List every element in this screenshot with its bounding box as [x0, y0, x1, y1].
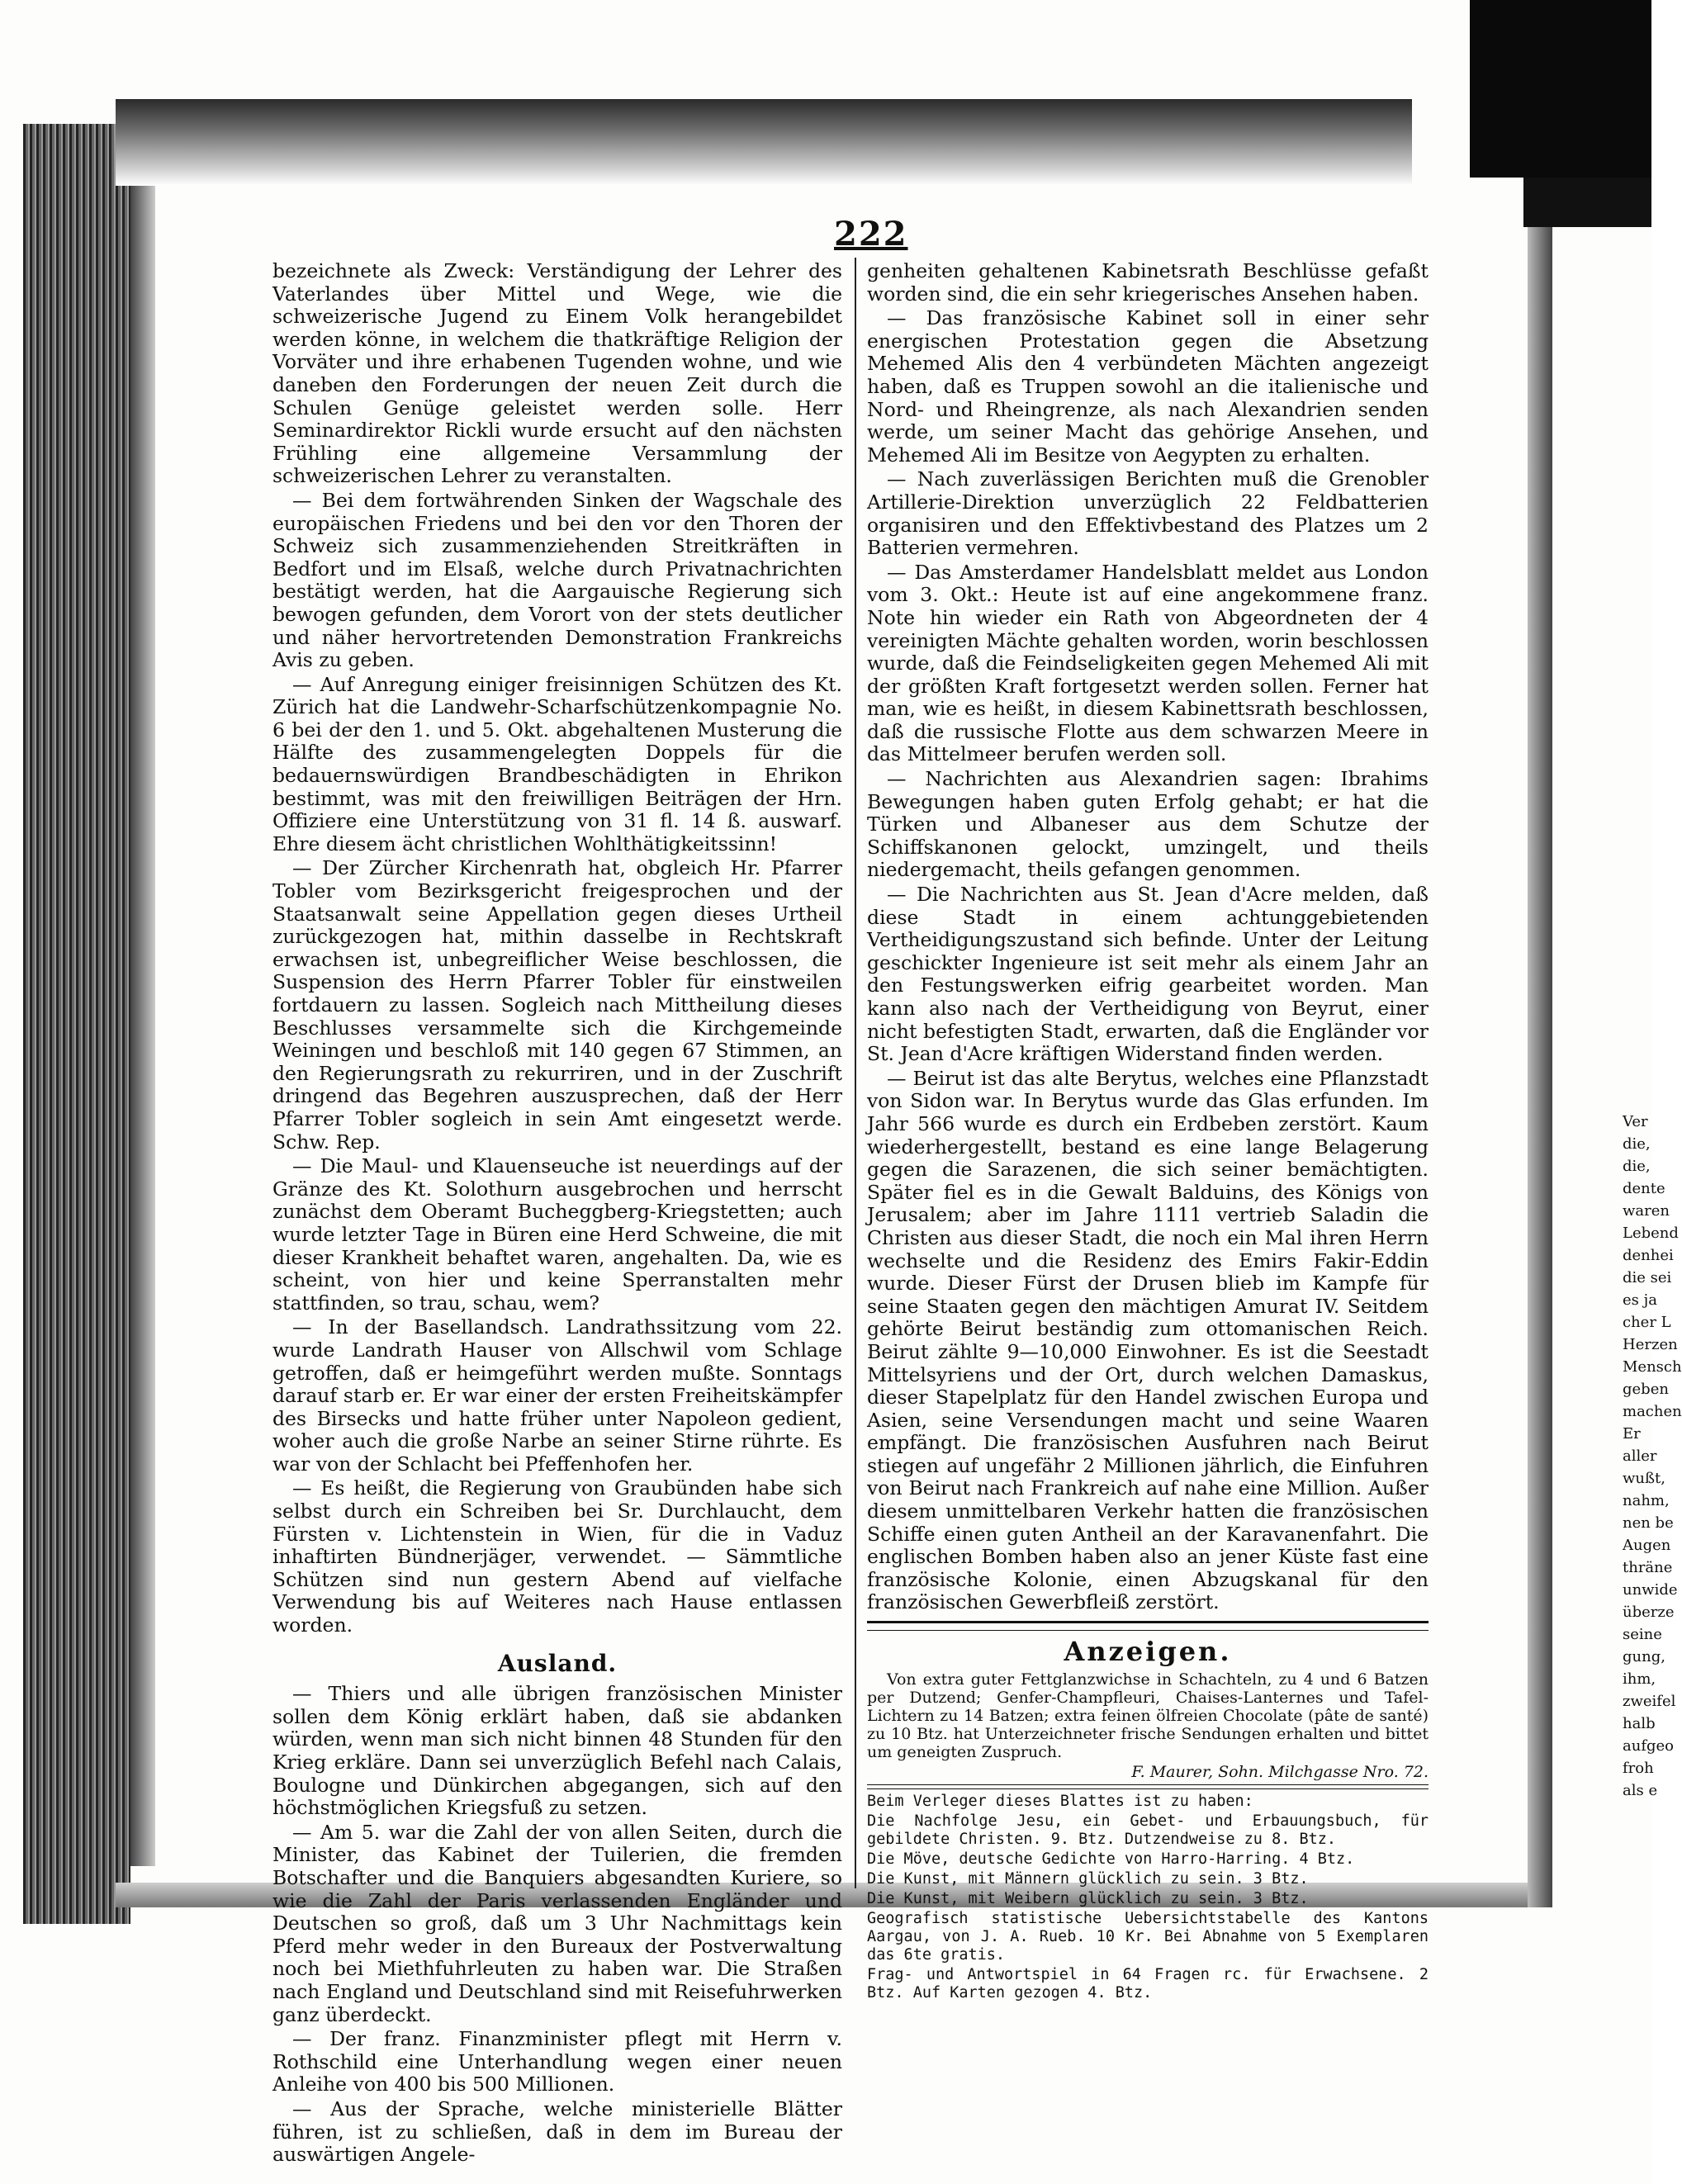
paragraph: — Nachrichten aus Alexandrien sagen: Ibrahims Bewegungen haben guten Erfolg gehabt; er hat die Türken und Albaneser aus dem Schutze der Schiffskanonen gelockt, umzingelt, und theils niedergemacht, theils gefangen genommen.	[867, 767, 1429, 882]
paragraph: — Die Nachrichten aus St. Jean d'Acre melden, daß diese Stadt in einem achtunggebietenden Vertheidigungszustand sich befinde. Unter der Leitung geschickter Ingenieure ist seit mehr als einem Jahr an den Festungswerken eifrig gearbeitet worden. Man kann also nach der Vertheidigung von Beyrut, einer nicht befestigten Stadt, erwarten, daß die Engländer vor St. Jean d'Acre kräftigen Widerstand finden werden.	[867, 883, 1429, 1066]
margin-fragment: halb	[1623, 1715, 1656, 1732]
paragraph: — Bei dem fortwährenden Sinken der Wagschale des europäischen Friedens und bei den vor den Thoren der Schweiz sich zusammenziehenden Streitkräften in Bedfort und im Elsaß, welche durch Privatnachrichten bestätigt werden, hat die Aargauische Regierung sich bewogen gefunden, dem Vorort von der stets deutlicher und näher hervortretenden Demonstration Frankreichs Avis zu geben.	[272, 488, 842, 672]
paragraph: — Das Amsterdamer Handelsblatt meldet aus London vom 3. Okt.: Heute ist auf eine angekommene franz. Note hin wieder ein Rath von Abgeordneten der 4 vereinigten Mächte gehalten worden, worin beschlossen wurde, daß die Feindseligkeiten gegen Mehemed Ali mit der größten Kraft fortgesetzt werden sollen. Ferner hat man, wie es heißt, in diesem Kabinettsrath beschlossen, daß die russische Flotte aus dem schwarzen Meere in das Mittelmeer berufen werden soll.	[867, 560, 1429, 766]
paragraph: — Am 5. war die Zahl der von allen Seiten, durch die Minister, das Kabinet der Tuilerien, die fremden Botschafter und die Banquiers abgesandten Kuriere, so wie die Zahl der Paris verlassenden Engländer und Deutschen so groß, daß um 3 Uhr Nachmittags kein Pferd mehr weder in den Bureaux der Postverwaltung noch bei Miethfuhrleuten zu haben war. Die Straßen nach England und Deutschland sind mit Reisefuhrwerken ganz überdeckt.	[272, 1820, 842, 2026]
book-top-shadow	[116, 99, 1412, 186]
advertisement-text: Von extra guter Fettglanzwichse in Schachteln, zu 4 und 6 Batzen per Dutzend; Genfer-Champfleuri, Chaises-Lanternes und Tafel-Lichtern zu 14 Batzen; extra feinen ölfreien Chocolate (pâte de santé) zu 10 Btz. hat Unterzeichneter frische Sendungen erhalten und bittet um geneigten Zuspruch.	[867, 1670, 1429, 1761]
margin-fragment: die,	[1623, 1158, 1651, 1175]
left-column	[272, 260, 842, 2168]
margin-fragment: Ver	[1623, 1113, 1648, 1130]
ad-rule-thin	[867, 1788, 1429, 1789]
paragraph: — Es heißt, die Regierung von Graubünden habe sich selbst durch ein Schreiben bei Sr. Durchlaucht, dem Fürsten v. Lichtenstein in Wien, für die in Vaduz inhaftirten Bündnerjäger, verwendet. — Sämmtliche Schützen sind nun gestern Abend auf vielfache Verwendung bis auf Weiteres nach Hause entlassen worden.	[272, 1476, 842, 1637]
margin-fragment: thräne	[1623, 1559, 1673, 1576]
section-rule-thin	[867, 1630, 1429, 1631]
publisher-intro: Beim Verleger dieses Blattes ist zu haben:	[867, 1792, 1253, 1810]
margin-fragment: Mensch	[1623, 1358, 1682, 1376]
margin-fragment: Augen	[1623, 1537, 1671, 1554]
margin-fragment: es ja	[1623, 1291, 1657, 1309]
margin-fragment: ihm,	[1623, 1670, 1656, 1688]
paragraph: — Das französische Kabinet soll in einer sehr energischen Protestation gegen die Absetzung Mehemed Alis den 4 verbündeten Mächten angezeigt haben, daß es Truppen sowohl an die italienische und Nord- und Rheingrenze, als nach Alexandrien senden werde, um seiner Macht das gehörige Ansehen, und Mehemed Ali im Besitze von Aegypten zu erhalten.	[867, 306, 1429, 467]
margin-fragment: Lebend	[1623, 1225, 1679, 1242]
paragraph: — Der Zürcher Kirchenrath hat, obgleich Hr. Pfarrer Tobler vom Bezirksgericht freigesprochen und der Staatsanwalt seine Appellation gegen dieses Urtheil zurückgezogen hat, mithin dasselbe in Rechtskraft erwachsen ist, unbegreiflicher Weise beschlossen, die Suspension des Herrn Pfarrer Tobler für einstweilen fortdauern zu lassen. Sogleich nach Mittheilung dieses Beschlusses versammelte sich die Kirchgemeinde Weiningen und beschloß mit 140 gegen 67 Stimmen, an den Regierungsrath zu rekurriren, und in der Zuschrift dringend das Begehren auszusprechen, daß der Herr Pfarrer Tobler sogleich in sein Amt eingesetzt werde. Schw. Rep.	[272, 856, 842, 1154]
margin-fragment: geben	[1623, 1381, 1669, 1398]
paragraph: — Die Maul- und Klauenseuche ist neuerdings auf der Gränze des Kt. Solothurn ausgebrochen und herrscht zunächst dem Oberamt Bucheggberg-Kriegstetten; auch wurde letzter Tage in Büren eine Herd Schweine, die mit dieser Krankheit behaftet waren, angehalten. Da, wie es scheint, von hier und keine Sperranstalten mehr stattfinden, so trau, schau, wem?	[272, 1154, 842, 1315]
paragraph: — Thiers und alle übrigen französischen Minister sollen dem König erklärt haben, daß sie abdanken würden, wenn man sich nicht binnen 48 Stunden für den Krieg erkläre. Dann sei unverzüglich Befehl nach Calais, Boulogne und Dünkirchen abgegangen, sich auf den höchstmöglichen Kriegsfuß zu setzen.	[272, 1682, 842, 1820]
margin-fragment: Er	[1623, 1425, 1641, 1443]
margin-fragment: aufgeo	[1623, 1737, 1674, 1755]
margin-fragment: Herzen	[1623, 1336, 1678, 1353]
ad-rule	[867, 1784, 1429, 1785]
column-divider	[855, 258, 856, 1888]
section-heading-anzeigen: Anzeigen.	[1064, 1636, 1232, 1668]
margin-fragment: als e	[1623, 1782, 1658, 1799]
margin-fragment: waren	[1623, 1202, 1670, 1220]
book-right-edge	[1528, 149, 1552, 1907]
margin-fragment: machen	[1623, 1403, 1682, 1420]
scan-black-corner-lower	[1523, 178, 1651, 227]
paragraph: genheiten gehaltenen Kabinetsrath Beschlüsse gefaßt worden sind, die ein sehr kriegerisches Ansehen haben.	[867, 259, 1429, 306]
margin-fragment: die,	[1623, 1135, 1651, 1153]
adjacent-page-fragments	[1623, 1111, 1682, 1802]
margin-fragment: froh	[1623, 1760, 1654, 1777]
margin-fragment: gung,	[1623, 1648, 1665, 1665]
paragraph: — Beirut ist das alte Berytus, welches eine Pflanzstadt von Sidon war. In Berytus wurde das Glas erfunden. Im Jahr 566 wurde es durch ein Erdbeben zerstört. Kaum wiederhergestellt, bestand es eine lange Belagerung gegen die Sarazenen, die sich seiner bemächtigten. Später fiel es in die Gewalt Balduins, des Königs von Jerusalem; aber im Jahre 1111 vertrieb Saladin die Christen aus dieser Stadt, die noch ein Mal ihren Herrn wechselte und die Residenz des Emirs Fakir-Eddin wurde. Dieser Fürst der Drusen blieb im Kampfe für seine Staaten gegen den mächtigen Amurat IV. Seitdem gehörte Beirut beständig zum ottomanischen Reich. Beirut zählte 9—10,000 Einwohner. Es ist die Seestadt Mittelsyriens und der Ort, durch welchen Damaskus, dieser Stapelplatz für den Handel zwischen Europa und Asien, seine Versendungen macht und seine Waaren empfängt. Die französischen Ausfuhren nach Beirut stiegen auf ungefähr 2 Millionen jährlich, die Einfuhren von Beirut nach Frankreich auf nahe eine Million. Außer diesem unmittelbaren Verkehr hatten die französischen Schiffe einen guten Antheil an der Karavanenfahrt. Die englischen Bomben haben also an jener Küste fast eine französische Kolonie, einen Abzugskanal für den französischen Gewerbfleiß zerstört.	[867, 1066, 1429, 1614]
paragraph: — Aus der Sprache, welche ministerielle Blätter führen, ist zu schließen, daß in dem im Bureau der auswärtigen Angele-	[272, 2096, 842, 2167]
book-page-stack-left	[23, 124, 130, 1924]
paragraph: — Nach zuverlässigen Berichten muß die Grenobler Artillerie-Direktion unverzüglich 22 Feldbatterien organisiren und den Effektivbestand des Platzes um 2 Batterien vermehren.	[867, 467, 1429, 560]
margin-fragment: cher L	[1623, 1314, 1671, 1331]
paragraph: — Der franz. Finanzminister pflegt mit Herrn v. Rothschild eine Unterhandlung wegen einer neuen Anleihe von 400 bis 500 Millionen.	[272, 2027, 842, 2096]
margin-fragment: dente	[1623, 1180, 1665, 1197]
publisher-item: Die Möve, deutsche Gedichte von Harro-Harring. 4 Btz.	[867, 1850, 1355, 1868]
margin-fragment: wußt,	[1623, 1470, 1665, 1487]
margin-fragment: denhei	[1623, 1247, 1674, 1264]
section-heading-ausland: Ausland.	[497, 1649, 618, 1677]
right-column	[867, 260, 1429, 2004]
margin-fragment: überze	[1623, 1604, 1675, 1621]
publisher-item: Die Nachfolge Jesu, ein Gebet- und Erbauungsbuch, für gebildete Christen. 9. Btz. Dutzendweise zu 8. Btz.	[867, 1812, 1429, 1848]
section-rule	[867, 1621, 1429, 1623]
paragraph: bezeichnete als Zweck: Verständigung der Lehrer des Vaterlandes über Mittel und Wege, wie die schweizerische Jugend zu Einem Volk herangebildet werden könne, in welchem die thatkräftige Religion der Vorväter und ihre erhabenen Tugenden wohne, und wie daneben den Forderungen der neuen Zeit durch die Schulen Genüge geleistet werden solle. Herr Seminardirektor Rickli wurde ersucht auf den nächsten Frühling eine allgemeine Versammlung der schweizerischen Lehrer zu veranstalten.	[272, 259, 842, 488]
margin-fragment: die sei	[1623, 1269, 1672, 1286]
advertisement-signature: F. Maurer, Sohn. Milchgasse Nro. 72.	[1131, 1762, 1429, 1781]
publisher-item: Frag- und Antwortspiel in 64 Fragen rc. für Erwachsene. 2 Btz. Auf Karten gezogen 4. Btz.	[867, 1965, 1429, 2002]
margin-fragment: unwide	[1623, 1581, 1678, 1599]
margin-fragment: nen be	[1623, 1514, 1674, 1532]
paragraph: — Auf Anregung einiger freisinnigen Schützen des Kt. Zürich hat die Landwehr-Scharfschützenkompagnie No. 6 bei der den 1. und 5. Okt. abgehaltenen Musterung die Hälfte des zusammengelegten Doppels für die bedauernswürdigen Brandbeschädigten in Ehrikon bestimmt, was mit den freiwilligen Beiträgen der Hrn. Offiziere eine Unterstützung von 31 fl. 14 ß. auswarf. Ehre diesem ächt christlichen Wohlthätigkeitssinn!	[272, 672, 842, 855]
paragraph: — In der Basellandsch. Landrathssitzung vom 22. wurde Landrath Hauser von Allschwil vom Schlage getroffen, daß er heimgeführt werden mußte. Sonntags darauf starb er. Er war einer der ersten Freiheitskämpfer des Birsecks und hatte früher unter Napoleon gedient, woher auch die große Narbe an seiner Stirne rührte. Es war von der Schlacht bei Pfeffenhofen her.	[272, 1315, 842, 1476]
scan-black-corner	[1470, 0, 1651, 178]
book-page-edge-left	[130, 165, 155, 1866]
publisher-item: Die Kunst, mit Weibern glücklich zu sein. 3 Btz.	[867, 1889, 1309, 1907]
publisher-item: Geografisch statistische Uebersichtstabelle des Kantons Aargau, von J. A. Rueb. 10 Kr. Bei Abnahme von 5 Exemplaren das 6te gratis.	[867, 1909, 1429, 1964]
page-number: 222	[834, 215, 908, 253]
margin-fragment: aller	[1623, 1447, 1657, 1465]
margin-fragment: zweifel	[1623, 1693, 1676, 1710]
publisher-item: Die Kunst, mit Männern glücklich zu sein. 3 Btz.	[867, 1869, 1309, 1888]
margin-fragment: seine	[1623, 1626, 1662, 1643]
margin-fragment: nahm,	[1623, 1492, 1670, 1509]
